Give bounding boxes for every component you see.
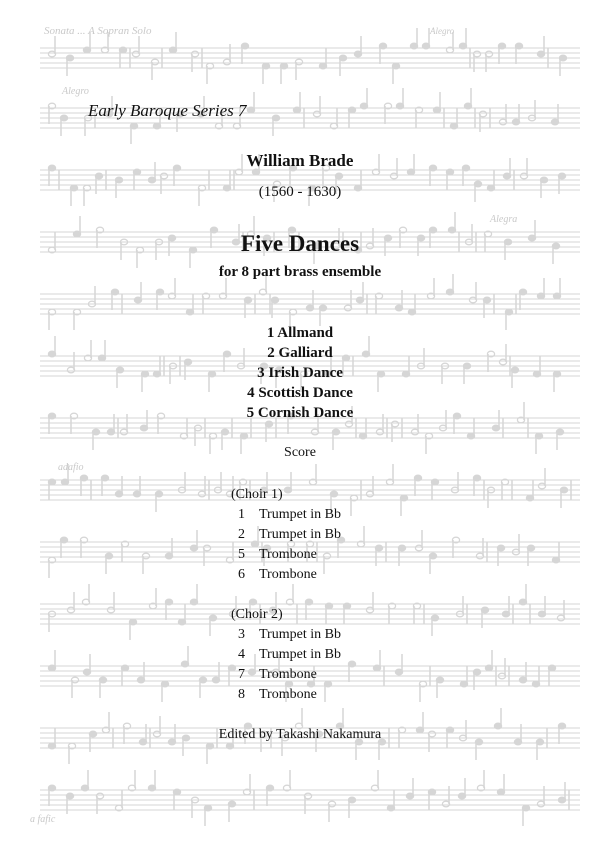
manuscript-annotation: Sonata ... A Sopran Solo xyxy=(44,25,152,37)
part-name: Trombone xyxy=(259,547,317,562)
editor-credit: Edited by Takashi Nakamura xyxy=(218,727,382,742)
composer-name: William Brade xyxy=(246,151,354,170)
part-name: Trumpet in Bb xyxy=(259,527,341,542)
part-name: Trombone xyxy=(259,567,317,582)
composer-dates: (1560 - 1630) xyxy=(258,184,342,200)
movement-item: 5 Cornish Dance xyxy=(246,405,354,421)
manuscript-annotation: Alegra xyxy=(490,214,518,225)
choir-1-label: (Choir 1) xyxy=(231,487,283,502)
part-number: 4 xyxy=(238,647,245,662)
score-label: Score xyxy=(284,445,316,460)
work-title: Five Dances xyxy=(240,231,360,256)
part-number: 6 xyxy=(238,567,245,582)
part-name: Trombone xyxy=(259,667,317,682)
part-name: Trumpet in Bb xyxy=(259,627,341,642)
work-subtitle: for 8 part brass ensemble xyxy=(218,264,382,280)
part-number: 3 xyxy=(238,627,245,642)
part-number: 8 xyxy=(238,687,245,702)
movement-item: 1 Allmand xyxy=(266,325,334,341)
part-name: Trumpet in Bb xyxy=(259,507,341,522)
movement-item: 4 Scottish Dance xyxy=(247,385,353,401)
part-name: Trombone xyxy=(259,687,317,702)
manuscript-annotation: Alegro xyxy=(430,26,455,36)
movement-item: 3 Irish Dance xyxy=(257,365,343,381)
series-title: Early Baroque Series 7 xyxy=(88,101,247,120)
part-number: 5 xyxy=(238,547,245,562)
part-number: 7 xyxy=(238,667,245,682)
choir-2-label: (Choir 2) xyxy=(231,607,283,622)
part-name: Trumpet in Bb xyxy=(259,647,341,662)
manuscript-annotation: a fafic xyxy=(30,814,56,825)
manuscript-annotation: Alegro xyxy=(62,86,89,97)
part-number: 2 xyxy=(238,527,245,542)
part-number: 1 xyxy=(238,507,245,522)
manuscript-annotation: adafio xyxy=(58,462,84,473)
movement-item: 2 Galliard xyxy=(267,345,333,361)
